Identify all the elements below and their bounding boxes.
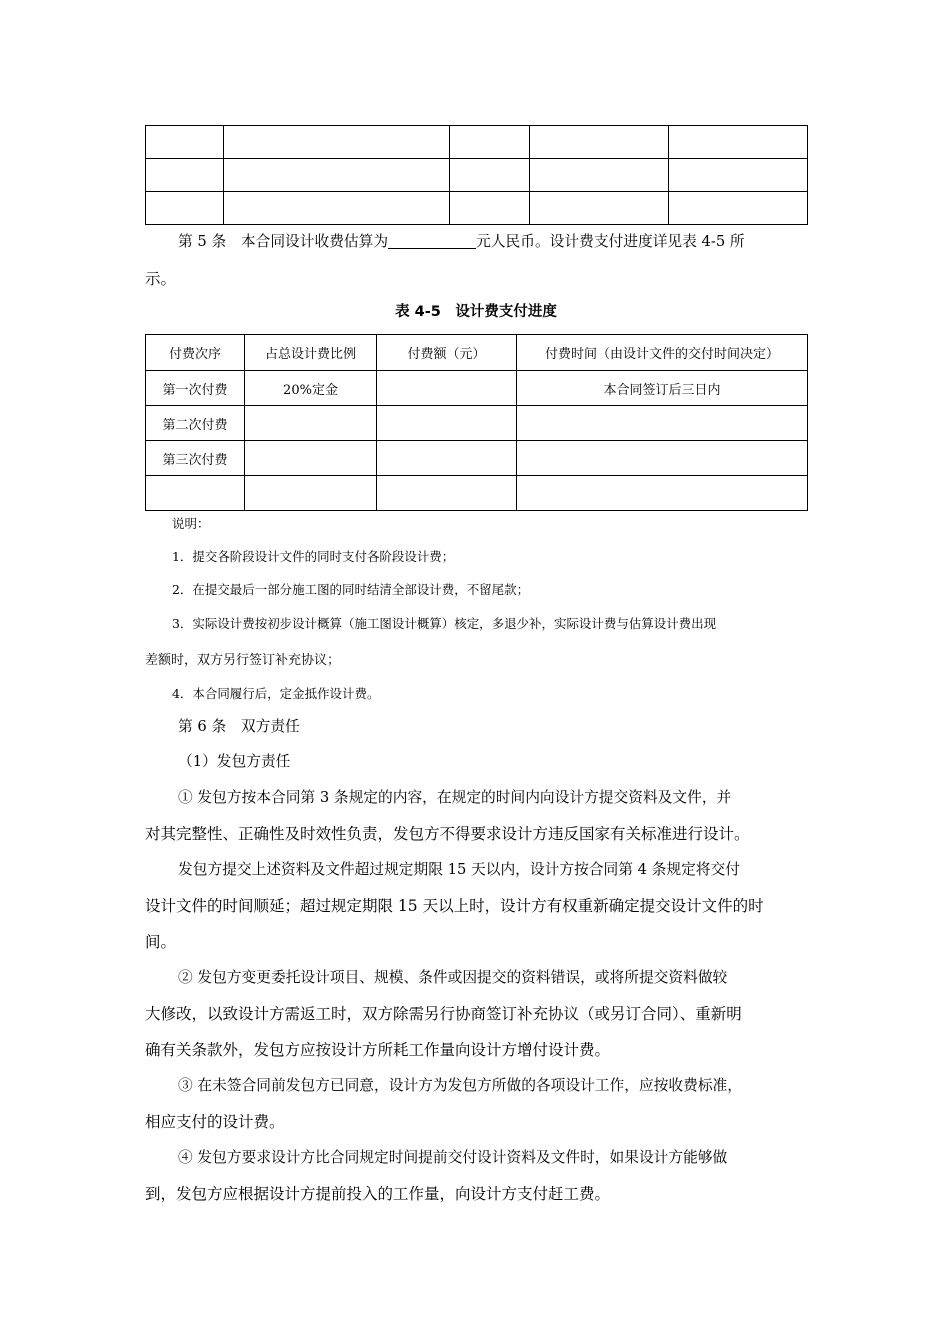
table-cell	[377, 476, 517, 511]
table-cell	[517, 441, 808, 476]
table-cell	[669, 159, 808, 192]
clause-2-line3: 确有关条款外，发包方应按设计方所耗工作量向设计方增付设计费。	[145, 1041, 611, 1059]
table-cell: 第二次付费	[146, 406, 245, 441]
table-row	[146, 126, 808, 159]
continued-table	[145, 125, 808, 225]
article-6-subheading: （1）发包方责任	[178, 753, 291, 770]
article-5-line2: 示。	[145, 270, 177, 288]
note-3-line2: 差额时，双方另行签订补充协议；	[145, 653, 341, 668]
table-cell: 本合同签订后三日内	[517, 371, 808, 406]
article-6-title: 第 6 条 双方责任	[178, 718, 300, 735]
table-header-row	[146, 335, 808, 371]
table-cell	[146, 159, 224, 192]
clause-3-line2: 相应支付的设计费。	[145, 1113, 285, 1131]
table-row	[146, 441, 808, 476]
clause-1-line3: 发包方提交上述资料及文件超过规定期限 15 天以内，设计方按合同第 4 条规定将交付	[178, 861, 740, 878]
table-cell	[450, 192, 530, 225]
clause-2-line1: ② 发包方变更委托设计项目、规模、条件或因提交的资料错误，或将所提交资料做较	[178, 969, 728, 986]
amount-blank	[388, 232, 476, 249]
table-cell	[377, 371, 517, 406]
article-5-line1	[178, 232, 843, 252]
clause-1-line1: ① 发包方按本合同第 3 条规定的内容，在规定的时间内向设计方提交资料及文件，并	[178, 789, 732, 806]
note-1: 1．提交各阶段设计文件的同时支付各阶段设计费；	[172, 549, 455, 564]
clause-2-line2: 大修改，以致设计方需返工时，双方除需另行协商签订补充协议（或另订合同）、重新明	[145, 1005, 742, 1023]
note-2: 2．在提交最后一部分施工图的同时结清全部设计费，不留尾款；	[172, 582, 530, 597]
table-cell: 20%定金	[245, 371, 377, 406]
table-cell	[146, 192, 224, 225]
table-cell	[224, 192, 450, 225]
table-cell	[377, 406, 517, 441]
table-cell	[224, 159, 450, 192]
table-cell	[146, 126, 224, 159]
table-row	[146, 406, 808, 441]
clause-1-line4: 设计文件的时间顺延；超过规定期限 15 天以上时，设计方有权重新确定提交设计文件的时	[145, 897, 764, 915]
column-header: 占总设计费比例	[245, 335, 377, 371]
table-row	[146, 476, 808, 511]
table-cell	[517, 406, 808, 441]
clause-4-line2: 到，发包方应根据设计方提前投入的工作量，向设计方支付赶工费。	[145, 1185, 611, 1203]
payment-schedule-table	[145, 334, 808, 511]
table-row	[146, 159, 808, 192]
column-header: 付费时间（由设计文件的交付时间决定）	[517, 335, 808, 371]
clause-1-line2: 对其完整性、正确性及时效性负责，发包方不得要求设计方违反国家有关标准进行设计。	[145, 825, 750, 843]
table-cell	[245, 476, 377, 511]
table-cell	[669, 192, 808, 225]
table-cell	[450, 159, 530, 192]
article-5-text-b: 元人民币。设计费支付进度详见表 4-5 所	[476, 233, 745, 250]
table-cell: 第一次付费	[146, 371, 245, 406]
table-cell	[517, 476, 808, 511]
table-cell	[245, 441, 377, 476]
clause-1-line5: 间。	[145, 933, 177, 951]
table-cell	[245, 406, 377, 441]
table-caption: 表 4-5 设计费支付进度	[395, 304, 557, 320]
table-cell: 第三次付费	[146, 441, 245, 476]
table-row	[146, 371, 808, 406]
column-header: 付费次序	[146, 335, 245, 371]
table-cell	[530, 159, 669, 192]
notes-title: 说明：	[172, 516, 210, 531]
table-cell	[450, 126, 530, 159]
table-cell	[377, 441, 517, 476]
clause-3-line1: ③ 在未签合同前发包方已同意，设计方为发包方所做的各项设计工作，应按收费标准，	[178, 1077, 742, 1094]
article-5-text-a: 第 5 条 本合同设计收费估算为	[178, 233, 389, 250]
column-header: 付费额（元）	[377, 335, 517, 371]
table-cell	[224, 126, 450, 159]
clause-4-line1: ④ 发包方要求设计方比合同规定时间提前交付设计资料及文件时，如果设计方能够做	[178, 1149, 728, 1166]
table-row	[146, 192, 808, 225]
table-cell	[530, 192, 669, 225]
table-cell	[669, 126, 808, 159]
table-cell	[146, 476, 245, 511]
note-3-line1: 3．实际设计费按初步设计概算（施工图设计概算）核定，多退少补，实际设计费与估算设计费出现	[172, 616, 717, 631]
table-cell	[530, 126, 669, 159]
note-4: 4．本合同履行后，定金抵作设计费。	[172, 686, 380, 701]
